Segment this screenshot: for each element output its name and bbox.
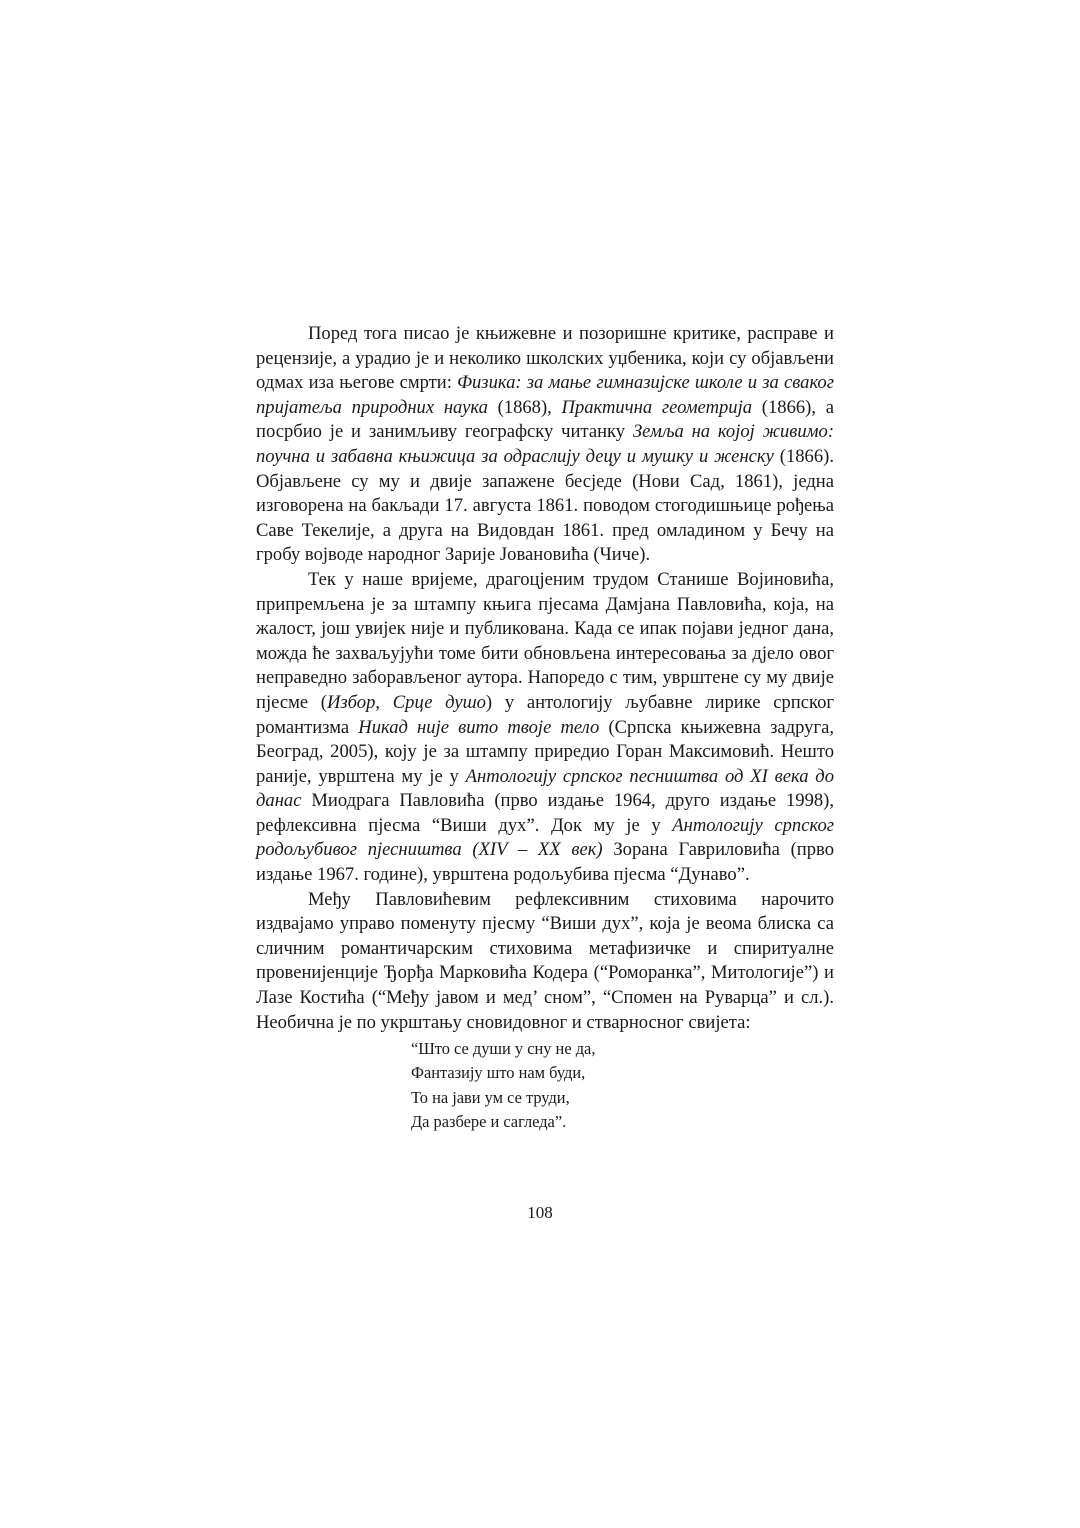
italic-title-run: Физика: за мање гимназијске школе и за сваког пријатеља природних наука bbox=[256, 372, 834, 418]
poem-line: Фантазију што нам буди, bbox=[411, 1063, 586, 1083]
paragraph-1 bbox=[256, 322, 834, 568]
text-run: Тек у наше вријеме, драгоцјеним трудом Станише Војиновића, припремљена је за штампу књига пјесама Дамјана Павловића, која, на жалост, још увијек није и публикована. Када се ипак појави једног дана, можда ће захваљујући томе бити обновљена интересовања за дјело овог неправедно заборављеног аутора. Напоредо с тим, уврштене су му двије пјесме ( bbox=[256, 568, 834, 713]
text-run: ) у антологију љубавне лирике српског романтизма bbox=[256, 691, 834, 738]
italic-title-run: Практична геометрија bbox=[561, 396, 753, 418]
italic-title-run: Никад није вито твоје тело bbox=[358, 716, 600, 738]
paragraph-3 bbox=[256, 888, 834, 1036]
page-number: 108 bbox=[527, 1203, 553, 1222]
page-body bbox=[256, 322, 834, 1134]
paragraph-2 bbox=[256, 568, 834, 888]
italic-title-run: Антологију српског песништва од XI века до данас bbox=[256, 765, 835, 812]
poem-line: То на јави ум се труди, bbox=[411, 1087, 570, 1107]
text-run: (1866). Објављене су му и двије запажене бесједе (Нови Сад, 1861), једна изговорена на бакљади 17. августа 1861. поводом стогодишњице рођења Саве Текелије, а друга на Видовдан 1861. пред омладином у Бечу на гробу војводе народног Зарије Јовановића (Чиче). bbox=[256, 445, 834, 566]
italic-title-run: Земља на којој живимо: поучна и забавна књижица за одраслију децу и мушку и женску bbox=[256, 421, 835, 467]
text-run: (1866), а посрбио је и занимљиву географску читанку bbox=[256, 396, 834, 443]
text-run: (Српска књижевна задруга, Београд, 2005), коју је за штампу приредио Горан Максимовић. Нешто раније, уврштена му је у bbox=[256, 716, 835, 787]
text-run: Поред тога писао је књижевне и позоришне критике, расправе и рецензије, а урадио је и неколико школских уџбеника, који су објављени одмах иза његове смрти: bbox=[256, 323, 834, 394]
text-run: (1868), bbox=[487, 396, 562, 418]
text-run: , bbox=[375, 691, 393, 713]
italic-title-run: Избор bbox=[327, 691, 376, 713]
text-run: Миодрага Павловића (прво издање 1964, друго издање 1998), рефлексивна пјесма “Виши дух”. Док му је у bbox=[256, 790, 834, 836]
text-run: Зорана Гавриловића (прво издање 1967. године), уврштена родољубива пјесма “Дунаво”. bbox=[256, 839, 835, 886]
poem-line: Да разбере и сагледа”. bbox=[411, 1111, 567, 1131]
italic-title-run: Антологију српског родољубивог пјесништва (XIV – XX век) bbox=[256, 814, 835, 861]
poem-line: “Што се души у сну не да, bbox=[411, 1039, 596, 1059]
italic-title-run: Срце душо bbox=[392, 691, 486, 713]
text-run: Међу Павловићевим рефлексивним стиховима нарочито издвајамо управо поменуту пјесму “Виши дух”, која је веома блиска са сличним романтичарским стиховима метафизичке и спиритуалне провенијенције Ђорђа Марковића Кодера (“Роморанка”, Митологије”) и Лазе Костића (“Међу јавом и мед’ сном”, “Спомен на Руварца” и сл.). Необична је по укрштању сновидовног и стварносног свијета: bbox=[256, 888, 834, 1033]
poem-quote bbox=[411, 1037, 834, 1134]
